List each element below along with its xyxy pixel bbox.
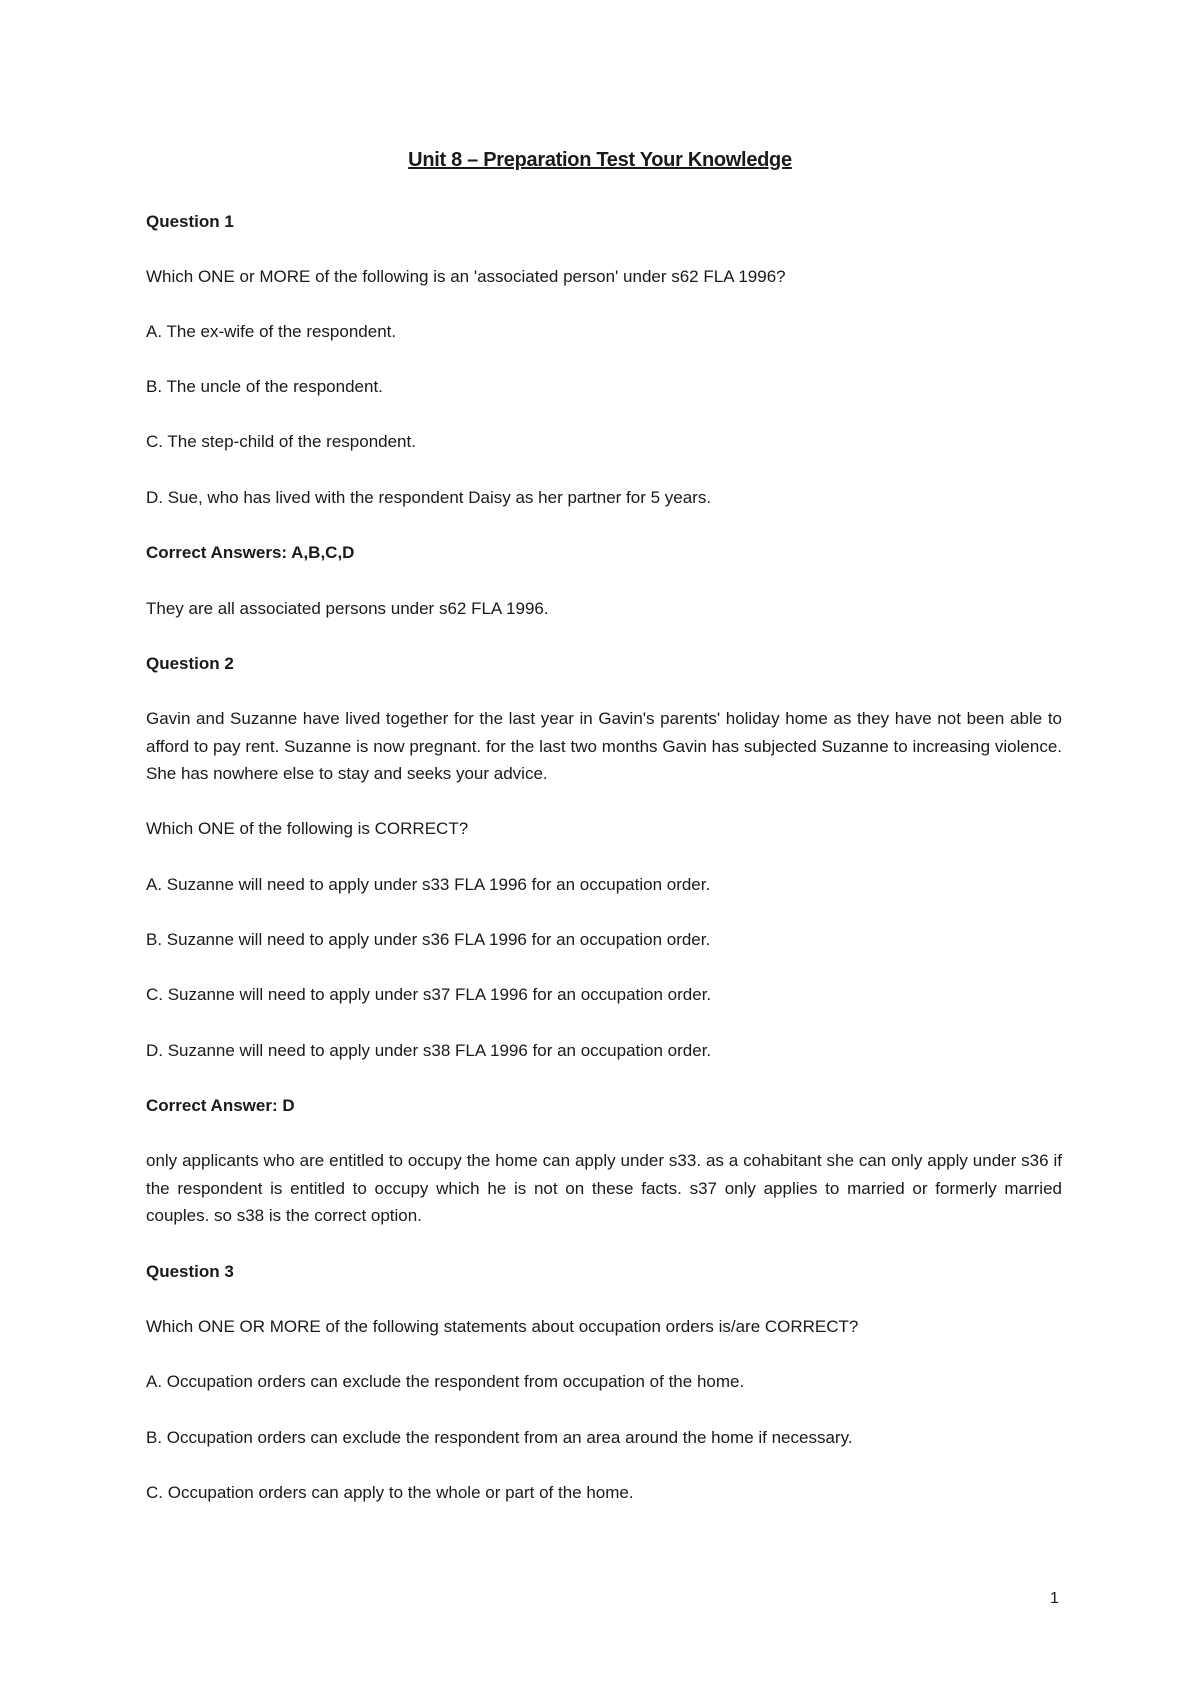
question-2-option-d: D. Suzanne will need to apply under s38 FLA 1996 for an occupation order. xyxy=(146,1041,712,1060)
question-2-heading: Question 2 xyxy=(146,654,234,673)
question-2-scenario: Gavin and Suzanne have lived together for the last year in Gavin's parents' holiday home as they have not been able to afford to pay rent. Suzanne is now pregnant. for the last two months Gavin has subjected Suzanne to increasing violence. She has nowhere else to stay and seeks your advice. xyxy=(146,709,1062,783)
question-1-option-a: A. The ex-wife of the respondent. xyxy=(146,322,397,341)
question-1-heading: Question 1 xyxy=(146,212,234,231)
question-1-option-d: D. Sue, who has lived with the respondent Daisy as her partner for 5 years. xyxy=(146,488,712,507)
question-2-option-c: C. Suzanne will need to apply under s37 FLA 1996 for an occupation order. xyxy=(146,985,712,1004)
page-number: 1 xyxy=(1050,1590,1059,1607)
question-2-option-b: B. Suzanne will need to apply under s36 FLA 1996 for an occupation order. xyxy=(146,930,711,949)
question-1-option-b: B. The uncle of the respondent. xyxy=(146,377,383,396)
question-3-option-a: A. Occupation orders can exclude the respondent from occupation of the home. xyxy=(146,1372,745,1391)
question-3-prompt: Which ONE OR MORE of the following statements about occupation orders is/are CORRECT? xyxy=(146,1317,859,1336)
question-2-prompt: Which ONE of the following is CORRECT? xyxy=(146,819,469,838)
question-3-heading: Question 3 xyxy=(146,1262,234,1281)
question-1-option-c: C. The step-child of the respondent. xyxy=(146,432,416,451)
question-3-option-b: B. Occupation orders can exclude the respondent from an area around the home if necessary. xyxy=(146,1428,853,1447)
question-1-explanation: They are all associated persons under s62 FLA 1996. xyxy=(146,599,549,618)
question-2-option-a: A. Suzanne will need to apply under s33 FLA 1996 for an occupation order. xyxy=(146,875,711,894)
question-3-option-c: C. Occupation orders can apply to the whole or part of the home. xyxy=(146,1483,634,1502)
question-2-explanation: only applicants who are entitled to occupy the home can apply under s33. as a cohabitant she can only apply under s36 if the respondent is entitled to occupy which he is not on these facts. s37 only applies to married or formerly married couples. so s38 is the correct option. xyxy=(146,1151,1062,1225)
document-title: Unit 8 – Preparation Test Your Knowledge xyxy=(408,149,792,171)
question-1-prompt: Which ONE or MORE of the following is an 'associated person' under s62 FLA 1996? xyxy=(146,267,786,286)
question-2-answer: Correct Answer: D xyxy=(146,1096,295,1115)
question-1-answer: Correct Answers: A,B,C,D xyxy=(146,543,355,562)
